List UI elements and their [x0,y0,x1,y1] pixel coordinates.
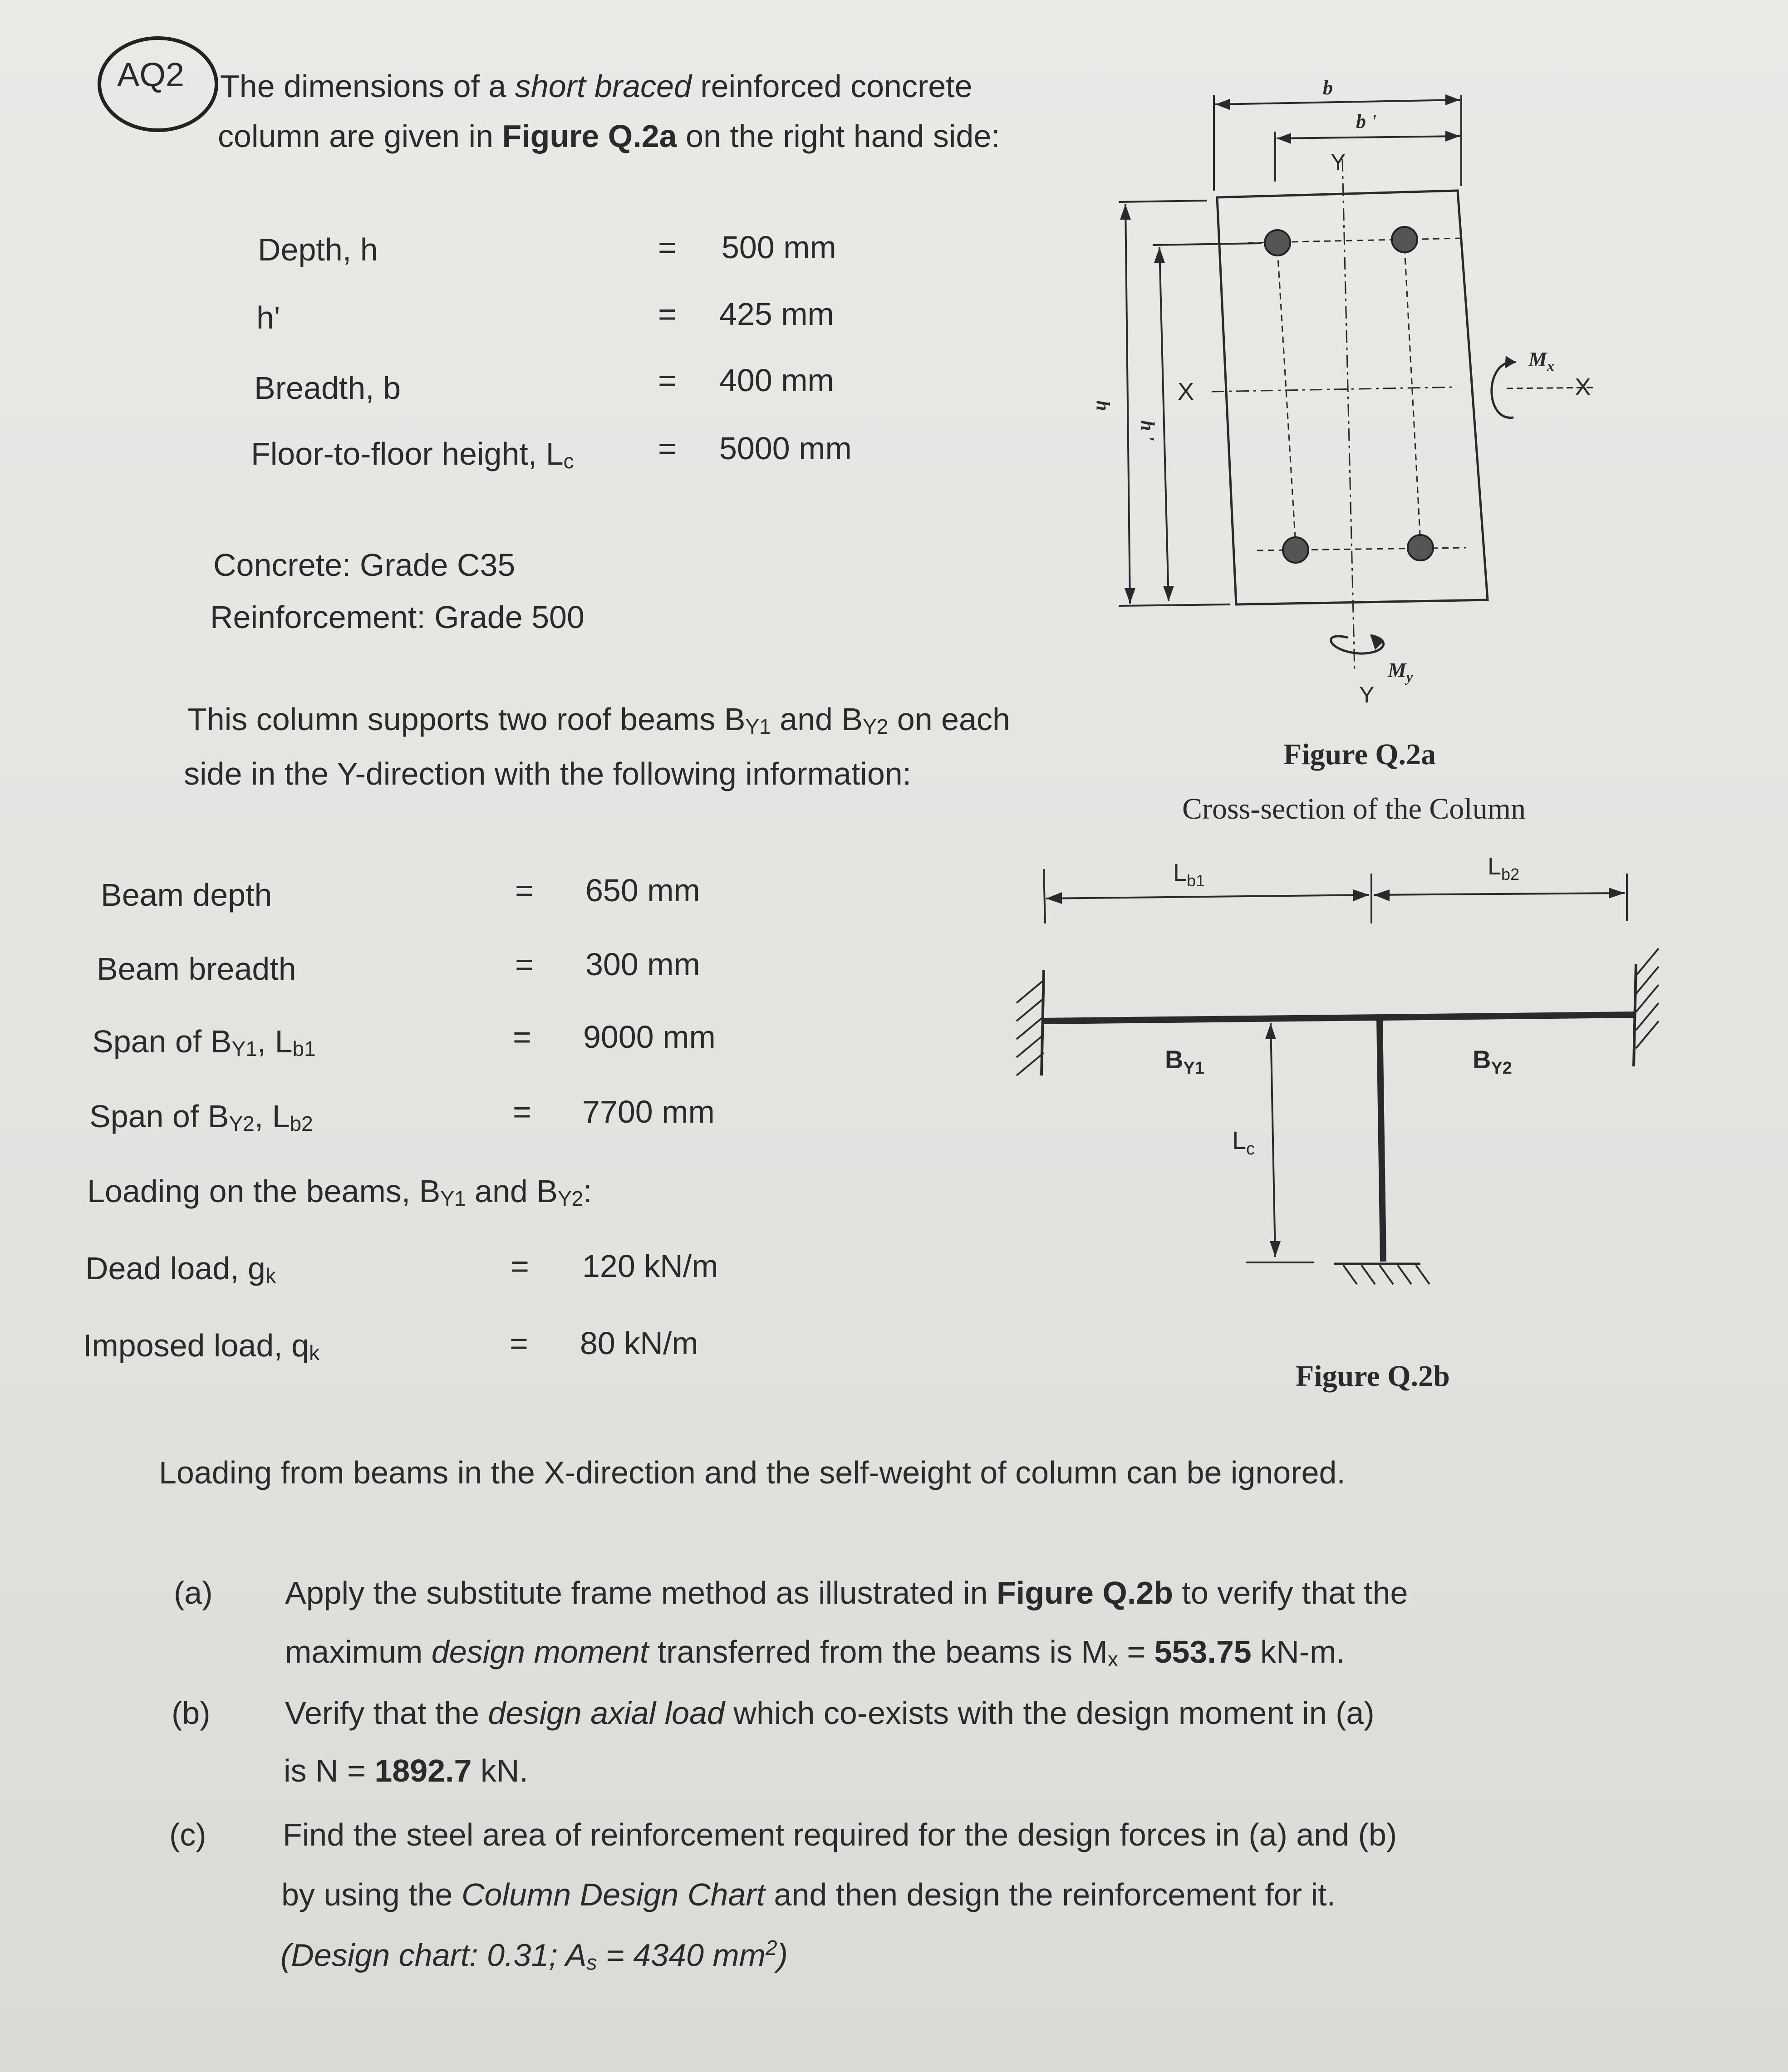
supports-line-1: This column supports two roof beams $B_{Y1}$ and $B_{Y2}$ on each [187,702,1010,738]
label-h: h [1092,400,1113,411]
part-a-label: (a) [174,1575,213,1610]
base-support-hatch [1361,1265,1375,1284]
b-dimension-line [1215,100,1460,104]
part-b-label: (b) [172,1695,211,1731]
label-lc: $L_c$ [1232,1126,1255,1159]
h-dimension-line [1125,204,1130,604]
beam-equals: = [515,873,534,908]
right-support-wall [1634,964,1636,1066]
h-prime-dimension-line [1159,247,1169,601]
b-prime-dimension-line [1277,136,1460,138]
span-by2-label: Span of $B_{Y2}$, $L_{b2}$ [89,1099,313,1135]
label-b: b [1323,77,1333,99]
part-c-line-3: (Design chart: 0.31; $A_s = 4340$ $mm^2$) [280,1936,788,1974]
lb2-arrow-left [1374,889,1390,901]
left-support-hatch [1017,1053,1044,1075]
load-equals: = [511,1248,529,1284]
column-line [1380,1018,1383,1262]
left-support-hatch [1017,1035,1044,1057]
imposed-load-value: 80 kN/m [580,1326,698,1361]
label-lb2: $L_{b2}$ [1488,853,1520,884]
label-by2: $B_{Y2}$ [1473,1045,1512,1078]
label-b-prime: b ' [1356,110,1377,133]
label-h-prime: h ' [1136,420,1158,441]
y-axis-centerline [1342,159,1355,672]
mx-arrowhead [1505,356,1516,368]
load-equals: = [510,1326,528,1361]
figure-q2a-cross-section [1066,68,1656,726]
part-c-line-2: by using the Column Design Chart and then design the reinforcement for it. [281,1877,1336,1912]
lb1-arrow-left [1046,892,1062,904]
figure-q2a-caption: Figure Q.2a [1283,738,1436,771]
figure-q2a-subcaption: Cross-section of the Column [1182,792,1526,825]
beam-depth-value: 650 mm [585,873,700,908]
dim-value-h-prime: 425 mm [719,296,834,332]
bar-bottom-left [1283,537,1308,563]
dim-label-depth: Depth, h [258,232,378,267]
label-y-top: Y [1331,149,1346,175]
base-support-hatch [1380,1265,1393,1284]
beam-equals: = [513,1094,531,1129]
part-a-line-2: maximum design moment transferred from the beams is $M_x = 553.75$ kN-m. [285,1634,1345,1671]
lb1-arrow-right [1353,889,1369,901]
label-x-right: X [1575,373,1592,401]
beam-line [1041,1015,1636,1021]
h-prime-arrow-top [1154,247,1165,263]
lb1-dimension-line [1046,895,1369,899]
loading-heading: Loading on the beams, $B_{Y1}$ and $B_{Y2}$: [87,1173,592,1210]
lc-arrow-bottom [1270,1241,1281,1257]
b-arrow-left [1215,99,1230,110]
dim-label-breadth: Breadth, b [254,370,401,406]
dim-equals: = [658,363,677,398]
b-prime-arrow-left [1277,133,1291,144]
bar-top-left [1265,230,1290,255]
dim-label-floor-height: Floor-to-floor height, $L_c$ [251,436,574,473]
dim-value-depth: 500 mm [722,230,836,265]
dim-label-h-prime: h' [256,300,280,335]
base-support-hatch [1416,1265,1429,1284]
supports-line-2: side in the Y-direction with the following information: [184,756,912,791]
b-prime-arrow-right [1445,131,1460,142]
left-support-hatch [1017,998,1044,1021]
dim-equals: = [658,296,677,332]
dim-value-floor-height: 5000 mm [719,431,852,466]
label-lb1: $L_{b1}$ [1173,859,1205,890]
label-x-left: X [1178,378,1194,405]
reinforcement-grade: Reinforcement: Grade 500 [210,599,585,635]
beam-equals: = [515,947,534,982]
span-by1-value: 9000 mm [583,1019,716,1055]
beam-equals: = [513,1019,531,1055]
figure-q2b-substitute-frame [998,853,1679,1330]
imposed-load-label: Imposed load, $q_k$ [83,1328,320,1365]
base-support-hatch [1343,1265,1357,1284]
part-b-line-1: Verify that the design axial load which co-exists with the design moment in (a) [285,1695,1375,1731]
dead-load-label: Dead load, $g_k$ [85,1251,276,1287]
intro-line-2: column are given in Figure Q.2a on the right hand side: [218,118,1000,154]
bar-bottom-right [1408,535,1433,560]
lb1-extension-left [1044,869,1045,923]
h-extension-bottom [1119,604,1230,606]
dead-load-value: 120 kN/m [582,1248,718,1284]
h-prime-arrow-bottom [1163,586,1174,601]
right-bar-line [1405,247,1420,542]
beam-breadth-label: Beam breadth [97,951,296,987]
x-axis-centerline [1212,387,1457,392]
h-arrow-bottom [1125,588,1135,604]
part-a-line-1: Apply the substitute frame method as illustrated in Figure Q.2b to verify that the [285,1575,1408,1610]
base-support-hatch [1398,1265,1411,1284]
intro-line-1: The dimensions of a short braced reinforced concrete [220,69,973,104]
beam-breadth-value: 300 mm [585,947,700,982]
span-by1-label: Span of $B_{Y1}$, $L_{b1}$ [92,1024,316,1061]
b-arrow-right [1445,94,1460,105]
left-bar-line [1277,250,1296,545]
figure-q2b-caption: Figure Q.2b [1296,1360,1450,1393]
mx-moment-arrow [1492,362,1516,418]
lc-dimension-line [1271,1023,1275,1257]
part-b-line-2: is N = 1892.7 kN. [284,1753,528,1788]
question-label: AQ2 [117,56,185,93]
h-arrow-top [1120,204,1131,220]
part-c-label: (c) [169,1817,206,1852]
left-support-hatch [1017,980,1044,1003]
span-by2-value: 7700 mm [582,1094,715,1129]
concrete-grade: Concrete: Grade C35 [213,547,516,583]
dim-equals: = [658,431,677,466]
part-c-line-1: Find the steel area of reinforcement required for the design forces in (a) and (b) [283,1817,1397,1852]
reinforcement-bars [1265,227,1433,563]
label-mx: $M_x$ [1528,348,1554,374]
left-support-wall [1041,970,1044,1075]
lc-arrow-top [1265,1023,1276,1039]
dim-value-breadth: 400 mm [719,363,834,398]
note-text: Loading from beams in the X-direction and the self-weight of column can be ignored. [159,1455,1346,1490]
lb2-arrow-right [1609,888,1625,899]
dim-equals: = [658,230,677,265]
label-by1: $B_{Y1}$ [1165,1045,1204,1078]
label-my: $M_y$ [1388,658,1413,685]
beam-depth-label: Beam depth [101,877,272,913]
h-prime-extension-top [1153,243,1262,245]
left-support-hatch [1017,1016,1044,1039]
bar-top-right [1392,227,1417,252]
column-outline [1217,191,1488,604]
lb2-dimension-line [1374,893,1625,895]
h-extension-top [1119,201,1207,202]
label-y-bottom: Y [1359,682,1375,707]
